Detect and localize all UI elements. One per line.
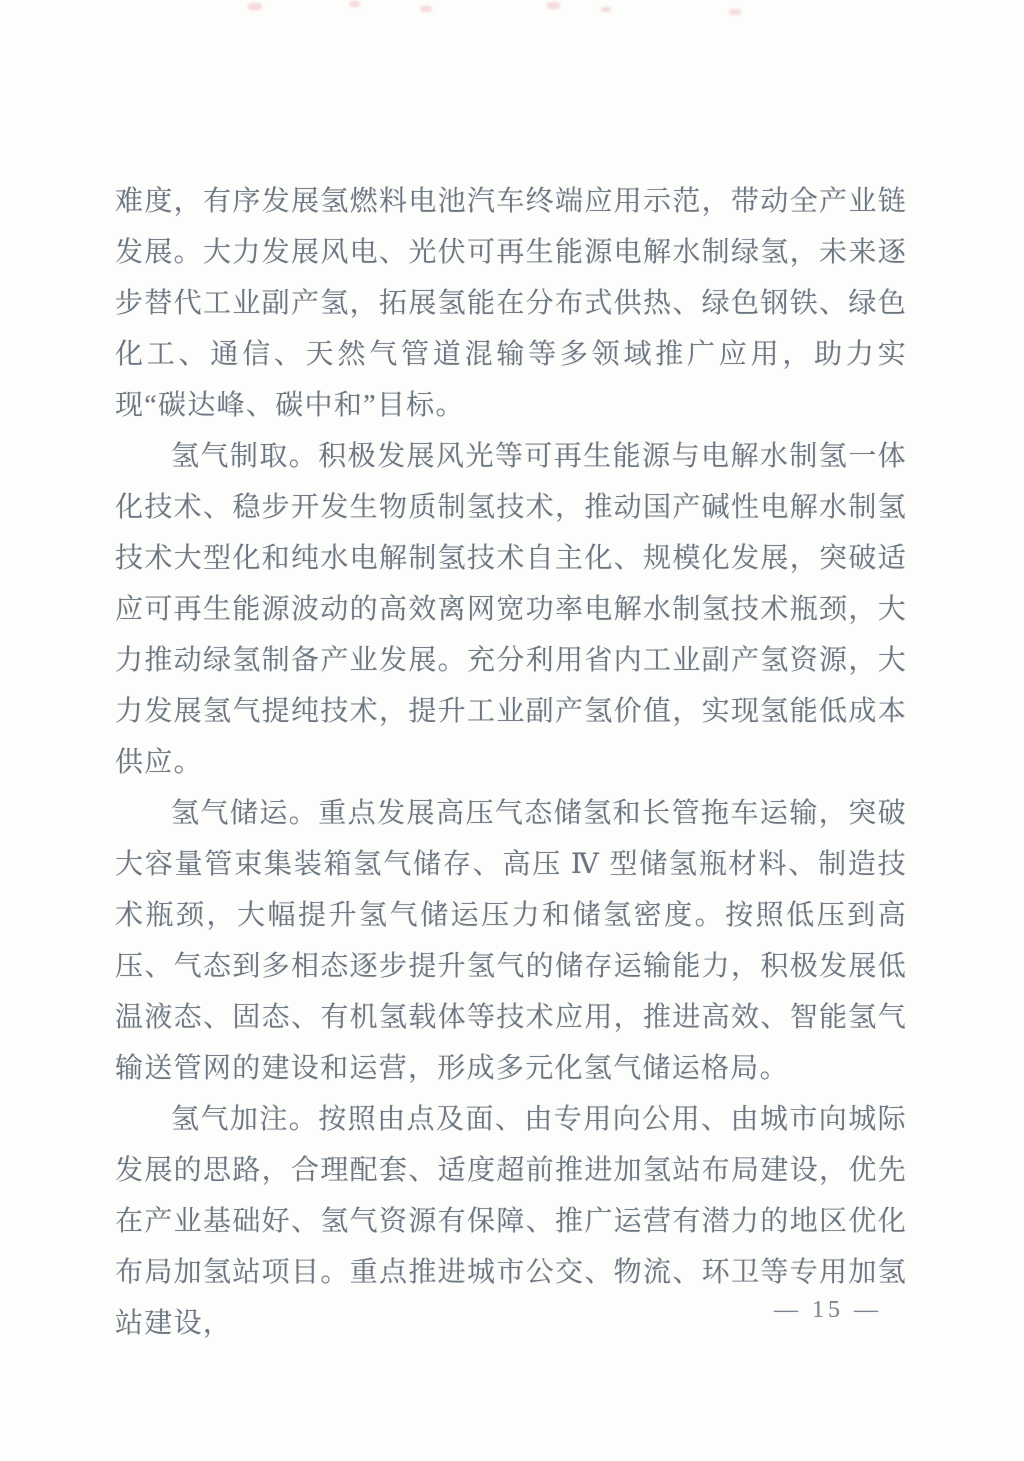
red-bleed-mark xyxy=(349,1,360,7)
paragraph-continuation-industry-chain: 难度，有序发展氢燃料电池汽车终端应用示范，带动全产业链发展。大力发展风电、光伏可再生能源电解水制绿氢，未来逐步替代工业副产氢，拓展氢能在分布式供热、绿色钢铁、绿色化工、通信、天然气管道混输等多领域推广应用，助力实现“碳达峰、碳中和”目标。 xyxy=(115,186,907,421)
red-bleed-mark xyxy=(729,9,741,15)
paragraph-hydrogen-refueling: 氢气加注。按照由点及面、由专用向公用、由城市向城际发展的思路，合理配套、适度超前推进加氢站布局建设，优先在产业基础好、氢气资源有保障、推广运营有潜力的地区优化布局加氢站项目。重点推进城市公交、物流、环卫等专用加氢站建设， xyxy=(115,1104,907,1339)
document-body xyxy=(115,176,907,1349)
red-bleed-mark xyxy=(248,3,262,10)
page-number: — 15 — xyxy=(774,1297,882,1323)
paragraph-hydrogen-storage-transport: 氢气储运。重点发展高压气态储氢和长管拖车运输，突破大容量管束集装箱氢气储存、高压 Ⅳ 型储氢瓶材料、制造技术瓶颈，大幅提升氢气储运压力和储氢密度。按照低压到高压、气态到多相态逐步提升氢气的储存运输能力，积极发展低温液态、固态、有机氢载体等技术应用，推进高效、智能氢气输送管网的建设和运营，形成多元化氢气储运格局。 xyxy=(115,798,907,1084)
paragraph-hydrogen-production: 氢气制取。积极发展风光等可再生能源与电解水制氢一体化技术、稳步开发生物质制氢技术，推动国产碱性电解水制氢技术大型化和纯水电解制氢技术自主化、规模化发展，突破适应可再生能源波动的高效离网宽功率电解水制氢技术瓶颈，大力推动绿氢制备产业发展。充分利用省内工业副产氢资源，大力发展氢气提纯技术，提升工业副产氢价值，实现氢能低成本供应。 xyxy=(115,441,907,778)
red-bleed-mark xyxy=(601,7,611,12)
red-bleed-mark xyxy=(420,6,432,12)
red-bleed-mark xyxy=(547,2,560,9)
